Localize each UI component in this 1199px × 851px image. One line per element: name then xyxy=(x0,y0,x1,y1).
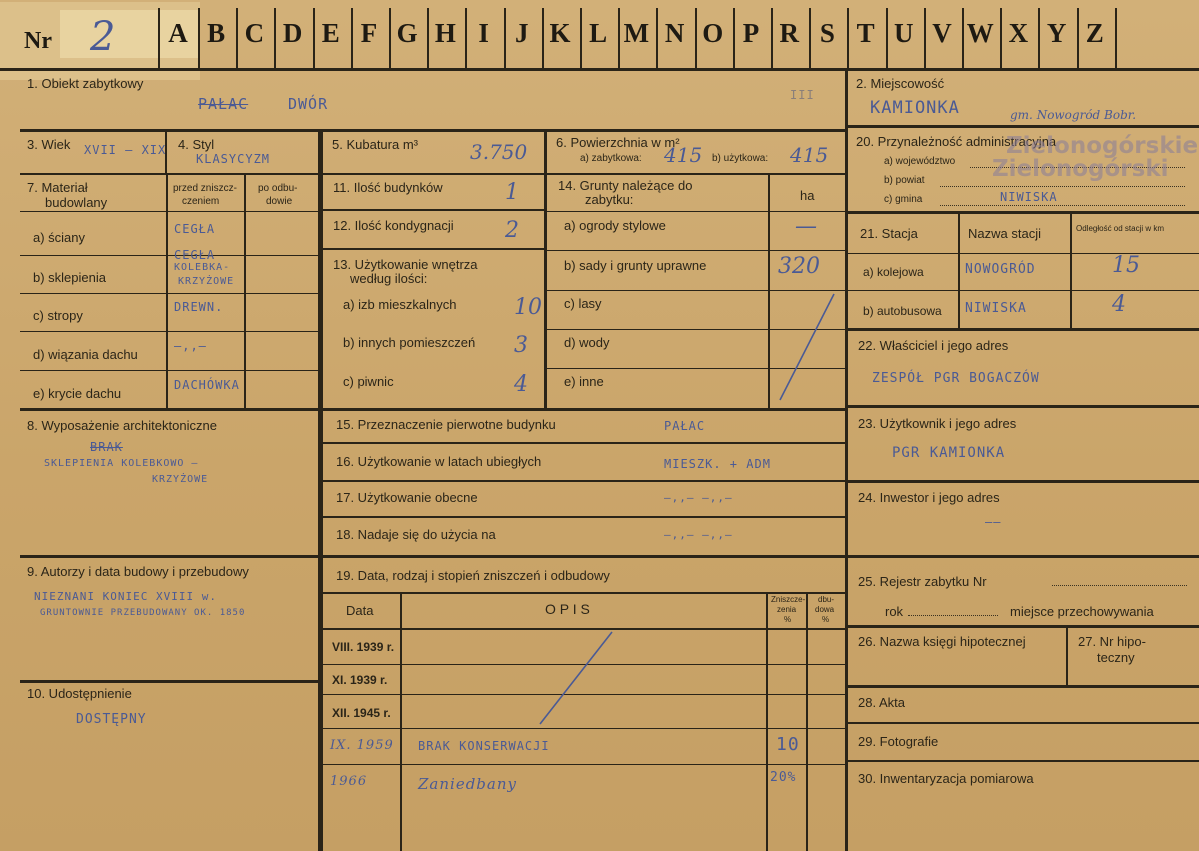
f24-value: —— xyxy=(985,515,1002,529)
f7-col1a: przed zniszcz- xyxy=(173,183,237,194)
rule-25 xyxy=(848,625,1199,628)
f20-gmi-value: NIWISKA xyxy=(1000,190,1058,204)
header-rule xyxy=(0,68,1199,71)
f19-row-date: XI. 1939 r. xyxy=(332,673,388,687)
letter-divider xyxy=(1115,8,1117,68)
f8-struck: BRAK xyxy=(90,440,123,454)
f25-label: 25. Rejestr zabytku Nr xyxy=(858,574,987,589)
rule-mat-r1 xyxy=(20,255,320,256)
material-row-value: CEGŁA xyxy=(174,222,216,236)
rule-21 xyxy=(848,328,1199,331)
rule-24 xyxy=(848,555,1199,558)
f1-label: 1. Obiekt zabytkowy xyxy=(27,76,144,91)
f14-row-label: c) lasy xyxy=(564,296,602,311)
rule-mat-header xyxy=(20,211,320,212)
f5-value: 3.750 xyxy=(470,140,528,164)
f23-value: PGR KAMIONKA xyxy=(892,445,1006,461)
index-letter: D xyxy=(282,18,303,48)
index-letter: O xyxy=(702,18,724,48)
f1-value: DWÓR xyxy=(288,95,329,113)
index-letter: B xyxy=(207,18,226,48)
rule-vert-right xyxy=(845,68,848,851)
f14-label1: 14. Grunty należące do xyxy=(558,178,693,193)
rule-row1-right xyxy=(848,125,1199,128)
index-letter: Z xyxy=(1085,18,1104,48)
rule-22 xyxy=(848,405,1199,408)
f6-uzy-value: 415 xyxy=(790,143,829,167)
f20-pow-dots xyxy=(940,185,1185,187)
index-letter: W xyxy=(966,18,994,48)
index-letter: F xyxy=(360,18,378,48)
f9-label: 9. Autorzy i data budowy i przebudowy xyxy=(27,564,249,579)
nr-label: Nr xyxy=(24,28,52,54)
f17-label: 17. Użytkowanie obecne xyxy=(336,490,478,505)
f12-label: 12. Ilość kondygnacji xyxy=(333,218,454,233)
f9-value1: NIEZNANI KONIEC XVIII w. xyxy=(34,590,217,603)
index-letter: H xyxy=(434,18,456,48)
f6-uzy-label: b) użytkowa: xyxy=(712,153,769,164)
index-letter: T xyxy=(856,18,875,48)
rule-16 xyxy=(322,480,845,482)
f14-row-value: 320 xyxy=(778,254,820,279)
f21-label: 21. Stacja xyxy=(860,226,918,241)
f20-woj: a) województwo xyxy=(884,156,956,167)
material-row-value2: KOLEBKA- xyxy=(174,262,231,273)
f19-col-zn2: zenia xyxy=(777,605,797,614)
f6-zab-value: 415 xyxy=(664,143,703,167)
f19-label: 19. Data, rodzaj i stopień zniszczeń i odbudowy xyxy=(336,568,610,583)
f19-strike-mark xyxy=(530,628,620,728)
rule-mat-r4 xyxy=(20,370,320,371)
f27-label1: 27. Nr hipo- xyxy=(1078,634,1146,649)
index-letter: J xyxy=(515,18,529,48)
f21-row-value: NIWISKA xyxy=(965,301,1027,316)
f8-label: 8. Wyposażenie architektoniczne xyxy=(27,418,217,433)
f2-note: gm. Nowogród Bobr. xyxy=(1010,108,1137,122)
f14-row-label: e) inne xyxy=(564,374,604,389)
f19-row-date: XII. 1945 r. xyxy=(332,706,391,720)
rule-28 xyxy=(848,722,1199,724)
rule-26-v xyxy=(1066,627,1068,687)
rule-14-v xyxy=(768,175,770,408)
nr-value: 2 xyxy=(90,14,116,60)
rule-19-v3 xyxy=(806,592,808,851)
f20-stamp-woj: Zielonogórskie xyxy=(1006,133,1199,159)
f19-col-od1: dbu- xyxy=(818,595,835,604)
f26-label: 26. Nazwa księgi hipotecznej xyxy=(858,634,1026,649)
f3-label: 3. Wiek xyxy=(27,137,71,152)
index-letter: E xyxy=(321,18,340,48)
rule-23 xyxy=(848,480,1199,483)
f19-col-opis: O P I S xyxy=(545,601,590,617)
f6-label: 6. Powierzchnia w m² xyxy=(556,135,680,150)
rule-row8 xyxy=(20,408,845,411)
f6-zab-label: a) zabytkowa: xyxy=(580,153,642,164)
material-row-label: c) stropy xyxy=(33,308,83,323)
index-letter: I xyxy=(478,18,489,48)
f19-col-zn1: Zniszcze- xyxy=(771,595,806,604)
rule-21-header xyxy=(848,253,1199,254)
f10-label: 10. Udostępnienie xyxy=(27,686,132,701)
f14-unit: ha xyxy=(800,188,815,203)
rule-mat-v2 xyxy=(244,175,246,408)
rule-17 xyxy=(322,516,845,518)
material-row-value3: KRZYŻOWE xyxy=(178,276,235,287)
rule-mat-r2 xyxy=(20,293,320,294)
f30-label: 30. Inwentaryzacja pomiarowa xyxy=(858,771,1034,786)
rule-20 xyxy=(848,211,1199,214)
rule-19-r3 xyxy=(322,728,845,729)
f14-row-label: a) ogrody stylowe xyxy=(564,218,666,233)
rule-row1 xyxy=(20,129,845,132)
f19-col-od2: dowa xyxy=(815,605,835,614)
f16-label: 16. Użytkowanie w latach ubiegłych xyxy=(336,454,542,469)
f15-value: PAŁAC xyxy=(664,419,706,433)
f16-value: MIESZK. + ADM xyxy=(664,457,771,471)
material-row-value: —,,— xyxy=(174,339,207,353)
f21-col-dist: Odległość od stacji w km xyxy=(1076,224,1165,233)
f10-value: DOSTĘPNY xyxy=(76,712,147,727)
material-row-value: DACHÓWKA xyxy=(174,378,240,392)
f21-row-dist: 15 xyxy=(1112,253,1140,278)
rule-18 xyxy=(322,555,845,558)
material-row-label: a) ściany xyxy=(33,230,86,245)
f19-row-opis: Zaniedbany xyxy=(418,775,517,793)
f4-label: 4. Styl xyxy=(178,137,215,152)
rule-row10 xyxy=(20,680,320,683)
index-letter: K xyxy=(549,18,571,48)
f17-value: —,,— —,,— xyxy=(664,491,733,504)
f7-col2a: po odbu- xyxy=(258,183,298,194)
f5-label: 5. Kubatura m³ xyxy=(332,137,418,152)
rule-21-v1 xyxy=(958,213,960,330)
index-letter: N xyxy=(664,18,685,48)
f22-value: ZESPÓŁ PGR BOGACZÓW xyxy=(872,371,1040,386)
f7-label1: 7. Materiał xyxy=(27,180,88,195)
f19-row-date: VIII. 1939 r. xyxy=(332,640,395,654)
f20-pow: b) powiat xyxy=(884,175,925,186)
f2-label: 2. Miejscowość xyxy=(856,76,945,91)
f20-gmi-dots xyxy=(940,204,1185,206)
f1-mark: III xyxy=(790,88,815,102)
f7-col1b: czeniem xyxy=(182,196,220,207)
f18-value: —,,— —,,— xyxy=(664,528,733,541)
f25-rok-dots xyxy=(908,614,998,616)
material-row-label: d) wiązania dachu xyxy=(33,347,138,362)
material-row-value: DREWN. xyxy=(174,300,224,314)
f19-row-date: IX. 1959 xyxy=(330,738,394,753)
f21-row-dist: 4 xyxy=(1112,292,1126,317)
f28-label: 28. Akta xyxy=(858,695,905,710)
rule-15 xyxy=(322,442,845,444)
rule-v-4-5 xyxy=(318,131,323,851)
material-row-label: e) krycie dachu xyxy=(33,386,122,401)
rule-21-r1 xyxy=(848,290,1199,291)
f8-value1: SKLEPIENIA KOLEBKOWO – xyxy=(44,458,199,469)
f3-value: XVII – XIX xyxy=(84,143,167,157)
index-letter: U xyxy=(894,18,914,48)
f24-label: 24. Inwestor i jego adres xyxy=(858,490,1000,505)
f19-col-data: Data xyxy=(346,603,374,618)
f14-row-label: d) wody xyxy=(564,335,610,350)
f20-label: 20. Przynależność administracyjna xyxy=(856,134,1057,149)
f14-row-label: b) sady i grunty uprawne xyxy=(564,258,707,273)
f13-label2: według ilości: xyxy=(350,271,428,286)
rule-19-r4 xyxy=(322,764,845,765)
rule-19-v2 xyxy=(766,592,768,851)
index-letter: M xyxy=(623,18,650,48)
f1-struck: PAŁAC xyxy=(198,95,249,113)
f18-label: 18. Nadaje się do użycia na xyxy=(336,527,496,542)
f11-label: 11. Ilość budynków xyxy=(333,180,443,195)
f20-stamp-pow: Zielonogórski xyxy=(992,156,1169,182)
rule-mat-r3 xyxy=(20,331,320,332)
rule-21-v2 xyxy=(1070,213,1072,330)
f12-value: 2 xyxy=(505,218,519,243)
f29-label: 29. Fotografie xyxy=(858,734,939,749)
f20-gmi: c) gmina xyxy=(884,194,923,205)
f21-row-label: b) autobusowa xyxy=(863,304,942,318)
rule-14-h xyxy=(547,211,845,212)
f13-row-value: 3 xyxy=(514,333,528,358)
material-row-value: CEGŁA xyxy=(174,248,216,262)
f7-col2b: dowie xyxy=(266,196,293,207)
index-letter: R xyxy=(779,18,799,48)
index-letter: X xyxy=(1008,18,1029,48)
letter-divider xyxy=(158,8,160,68)
f19-row-opis: BRAK KONSERWACJI xyxy=(418,739,550,753)
f19-row-zn: 20% xyxy=(770,770,797,785)
f21-row-value: NOWOGRÓD xyxy=(965,262,1036,277)
f14-row-value: — xyxy=(795,214,817,239)
index-letter: P xyxy=(742,18,760,48)
f25-rok: rok xyxy=(885,604,904,619)
f13-row-label: c) piwnic xyxy=(343,374,394,389)
rule-29 xyxy=(848,760,1199,762)
f21-row-label: a) kolejowa xyxy=(863,265,924,279)
index-letter: S xyxy=(819,18,835,48)
rule-12 xyxy=(322,248,544,250)
index-letter: L xyxy=(589,18,608,48)
material-row-label: b) sklepienia xyxy=(33,270,106,285)
f13-row-value: 4 xyxy=(514,372,528,397)
rule-mat-v1 xyxy=(166,175,168,408)
f13-label1: 13. Użytkowanie wnętrza xyxy=(333,257,478,272)
f8-value2: KRZYŻOWE xyxy=(152,474,209,485)
f13-row-label: a) izb mieszkalnych xyxy=(343,297,457,312)
f27-label2: teczny xyxy=(1097,650,1135,665)
f22-label: 22. Właściciel i jego adres xyxy=(858,338,1009,353)
f13-row-value: 10 xyxy=(514,295,542,320)
f21-col-name: Nazwa stacji xyxy=(968,226,1041,241)
index-letter: V xyxy=(932,18,952,48)
f19-col-zn3: % xyxy=(784,615,792,624)
f19-row-date: 1966 xyxy=(330,774,368,789)
rule-v-5-6 xyxy=(544,131,547,408)
index-letter: A xyxy=(168,18,188,48)
f15-label: 15. Przeznaczenie pierwotne budynku xyxy=(336,417,556,432)
f2-value: KAMIONKA xyxy=(870,98,960,118)
rule-11 xyxy=(322,209,544,211)
f19-col-od3: % xyxy=(822,615,830,624)
f13-row-label: b) innych pomieszczeń xyxy=(343,335,476,350)
f19-row-zn: 10 xyxy=(776,734,800,755)
rule-row9 xyxy=(20,555,320,558)
index-letter: G xyxy=(396,18,418,48)
rule-26 xyxy=(848,685,1199,688)
f25-nr-dots xyxy=(1052,584,1187,586)
f4-value: KLASYCYZM xyxy=(196,152,271,166)
f7-label2: budowlany xyxy=(45,195,108,210)
f9-value2: GRUNTOWNIE PRZEBUDOWANY OK. 1850 xyxy=(40,608,246,618)
f11-value: 1 xyxy=(505,180,519,205)
f14-strike-mark xyxy=(772,290,842,405)
rule-row3 xyxy=(20,173,845,175)
f23-label: 23. Użytkownik i jego adres xyxy=(858,416,1017,431)
index-letter: Y xyxy=(1046,18,1067,48)
rule-19-v1 xyxy=(400,592,402,851)
f14-label2: zabytku: xyxy=(585,192,634,207)
rule-14-r1 xyxy=(547,250,845,251)
f25-miejsce: miejsce przechowywania xyxy=(1010,604,1154,619)
index-letter: C xyxy=(244,18,265,48)
